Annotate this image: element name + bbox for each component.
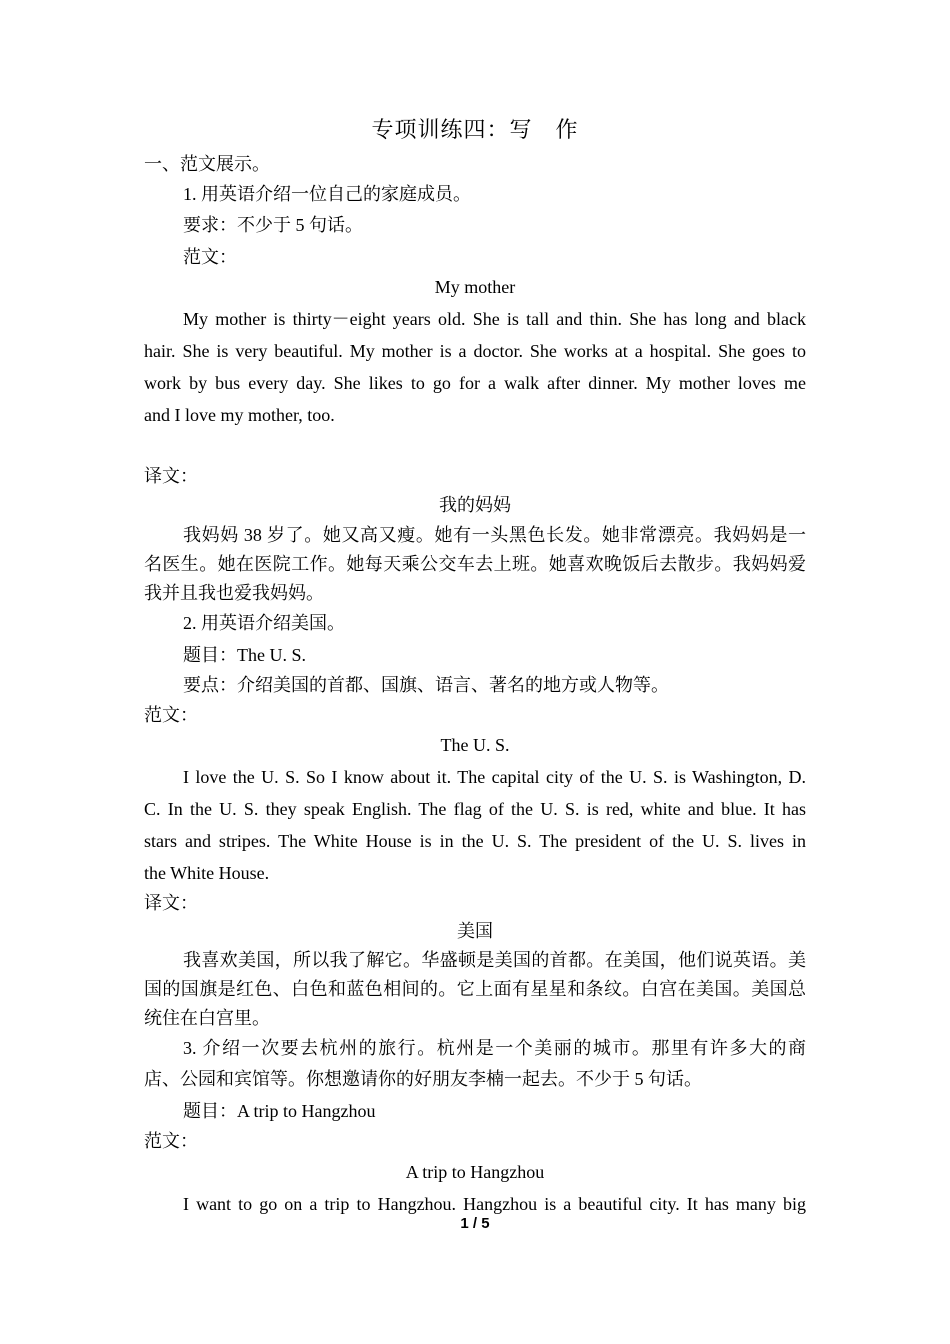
task1-translation-line: 我并且我也爱我妈妈。 [144,583,324,603]
task1-requirement: 要求：不少于 5 句话。 [183,215,363,235]
task3-essay-title: A trip to Hangzhou [405,1162,545,1182]
task1-translation-line: 名医生。她在医院工作。她每天乘公交车去上班。她喜欢晚饭后去散步。我妈妈爱 [144,554,806,574]
task1-translation-title: 我的妈妈 [439,495,511,515]
task3-sample-label: 范文： [144,1131,198,1151]
task2-essay-line: stars and stripes. The White House is in the U. S. The president of the U. S. lives in [144,831,806,851]
task2-essay-line: I love the U. S. So I know about it. The capital city of the U. S. is Washington, D. [183,767,806,787]
task3-prompt-line: 3. 介绍一次要去杭州的旅行。杭州是一个美丽的城市。那里有许多大的商 [183,1038,806,1058]
task2-translation-line: 统住在白宫里。 [144,1008,270,1028]
page-number: 1 / 5 [460,1215,490,1232]
task3-prompt-line: 店、公园和宾馆等。你想邀请你的好朋友李楠一起去。不少于 5 句话。 [144,1069,702,1089]
task1-essay-title: My mother [434,277,516,297]
task2-translation-line: 我喜欢美国，所以我了解它。华盛顿是美国的首都。在美国，他们说英语。美 [183,950,806,970]
task1-prompt: 1. 用英语介绍一位自己的家庭成员。 [183,184,471,204]
task2-essay-line: the White House. [144,863,270,883]
task1-sample-label: 范文： [183,247,237,267]
task1-essay-line: My mother is thirty－eight years old. She is tall and thin. She has long and black [183,309,806,329]
task1-translation-line: 我妈妈 38 岁了。她又高又瘦。她有一头黑色长发。她非常漂亮。我妈妈是一 [183,525,806,545]
section-heading: 一、范文展示。 [144,154,270,174]
task3-essay-line: I want to go on a trip to Hangzhou. Hangzhou is a beautiful city. It has many big [183,1194,806,1214]
task2-translation-label: 译文： [144,893,198,913]
task2-sample-label: 范文： [144,705,198,725]
task2-translation-title: 美国 [457,921,493,941]
task2-points: 要点：介绍美国的首都、国旗、语言、著名的地方或人物等。 [183,675,669,695]
task2-prompt: 2. 用英语介绍美国。 [183,613,345,633]
task1-translation-label: 译文： [144,466,198,486]
task2-essay-line: C. In the U. S. they speak English. The flag of the U. S. is red, white and blue. It has [144,799,806,819]
task2-translation-line: 国的国旗是红色、白色和蓝色相间的。它上面有星星和条纹。白宫在美国。美国总 [144,979,806,999]
task2-essay-title: The U. S. [440,735,510,755]
task1-essay-line: and I love my mother, too. [144,405,335,425]
page-title: 专项训练四：写 作 [371,117,579,142]
task1-essay-line: work by bus every day. She likes to go for a walk after dinner. My mother loves me [144,373,806,393]
task1-essay-line: hair. She is very beautiful. My mother is a doctor. She works at a hospital. She goes to [144,341,806,361]
task3-topic: 题目：A trip to Hangzhou [183,1101,376,1121]
task2-topic: 题目：The U. S. [183,645,306,665]
